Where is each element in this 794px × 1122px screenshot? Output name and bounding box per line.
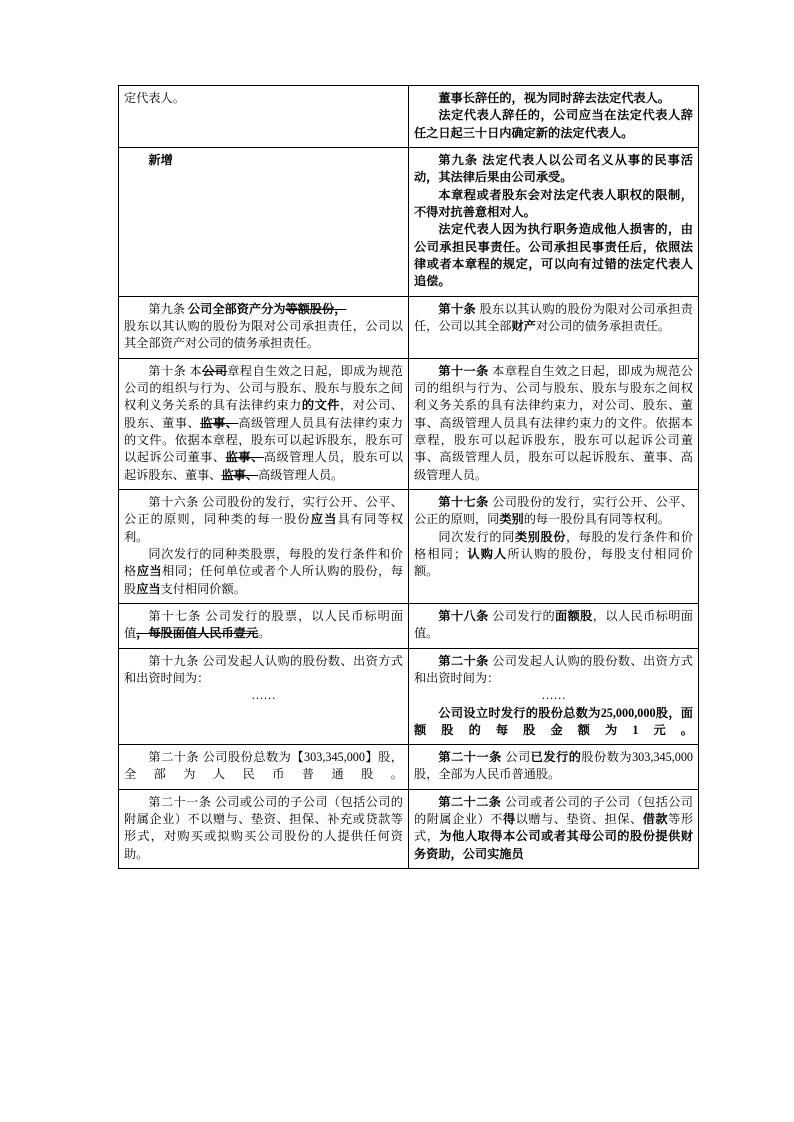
paragraph [414,653,693,688]
paragraph: …… [251,688,276,703]
revised-clause-cell [409,603,699,648]
paragraph: 董事长辞任的，视为同时辞去法定代表人。 [438,91,670,105]
text-run: 具有同等权利。 [124,512,404,544]
paragraph [124,546,403,598]
text-run: 公司全部资产分为 [188,301,286,316]
text-run: 。 [258,626,271,641]
text-run: 第十七条 [438,494,493,509]
paragraph: …… [541,688,566,703]
paragraph: 定代表人。 [124,91,185,105]
paragraph: 第二十条 公司股份总数为【303,345,000】股，全部为人民币普通股。 [124,750,403,782]
text-run: 本章程自生效之日起，即成为规范公司的组织与行为、公司与股东、股东与股东之间权利义务关系的具有法律约束力，对公司、股东、董事、高级管理人员具有法律约束力的文件。依据本章程，股东可以起诉股东，股东可以起诉公司董事、高级管理人员，股东可以起诉股东、董事、高级管理人员。 [414,363,693,482]
revised-clause-cell [409,86,699,148]
paragraph [124,608,403,643]
paragraph: 公司设立时发行的股份总数为25,000,000股，面额股的每股金额为1元。 [414,705,693,737]
revised-clause-cell [409,147,699,296]
paragraph [414,749,693,784]
text-run: 以赠与、垫资、担保、 [515,812,643,827]
text-run: 公司发起人认购的股份数、出资方式和出资时间为： [414,653,693,685]
text-run: 第十条 本 [148,363,203,378]
revised-clause-cell [409,745,699,790]
text-run: 支付相同价额。 [160,581,246,596]
original-clause-cell [119,489,409,603]
text-run: 章程自生效之日起，即成为规范公司的组织与行为、公司与股东、股东与股东之间权利义务关系的具有法律约束力 [124,363,403,413]
original-clause-cell [119,745,409,790]
text-run: 同次发行的同种类股票，每股的发行条件和价格 [124,546,403,579]
text-run: 所认购的股份，每股支付相同价额。 [414,546,694,579]
text-run: 的文件 [301,398,340,413]
text-run: 类别股份 [514,529,566,544]
table-row [119,603,699,648]
table-row [119,648,699,745]
original-clause-cell [119,648,409,745]
table-body [119,86,699,869]
paragraph [414,608,693,643]
text-run: 第十条 [438,301,480,316]
paragraph [414,494,693,529]
paragraph: 法定代表人辞任的，公司应当在法定代表人辞任之日起三十日内确定新的法定代表人。 [414,108,693,140]
text-run: 第二十二条 [438,794,505,809]
table-row [119,86,699,148]
text-run: 第十一条 [438,363,493,378]
table-row [119,489,699,603]
table-row [119,296,699,358]
table-row [119,789,699,868]
text-run: 应当 [136,581,161,596]
text-run: 监事、 [221,467,259,482]
text-run: 借款 [642,812,669,827]
text-run: 公司 [202,363,228,378]
text-run: 高级管理人员。 [258,467,344,482]
revised-clause-cell [409,358,699,489]
text-run: 面额股 [555,608,593,623]
paragraph [414,301,693,336]
text-run: 公司发行的 [492,608,556,623]
text-run: 公司发起人认购的股份数、出资方式和出资时间为： [124,653,403,685]
text-run: 财产 [511,318,536,333]
text-run: 对公司的债务承担责任。 [535,318,670,333]
text-run: 股份数为303,345,000股，全部为人民币普通股。 [414,750,694,782]
paragraph [124,794,403,863]
paragraph: 股东以其认购的股份为限对公司承担责任，公司以其全部资产对公司的债务承担责任。 [124,318,403,351]
text-run: 公司或者公司的子公司（包括公司的附属企业）不 [414,794,693,827]
paragraph [124,494,403,546]
text-run: 已发行的 [530,750,582,765]
original-clause-cell [119,789,409,868]
paragraph [124,301,403,318]
revised-clause-cell [409,789,699,868]
paragraph: 法定代表人因为执行职务造成他人损害的，由公司承担民事责任。公司承担民事责任后，依照法律或者本章程的规定，可以向有过错的法定代表人追偿。 [414,222,693,289]
paragraph [414,794,693,863]
revised-clause-cell [409,296,699,358]
text-run: 得 [502,812,516,827]
text-run: 为他人取得本公司或者其母公司的股份提供财务资助，公司实施员 [414,829,694,861]
revised-clause-cell [409,489,699,603]
table-row [119,358,699,489]
revised-clause-cell [409,648,699,745]
paragraph: 本章程或者股东会对法定代表人职权的限制，不得对抗善意相对人。 [414,187,693,219]
text-run: 认购人 [466,546,508,561]
paragraph [124,653,403,688]
text-run: ，以人民币标明面值。 [414,608,693,641]
text-run: 等额股份， [285,301,347,316]
text-run: 第十八条 [438,608,493,623]
text-run: 第十九条 [148,653,203,668]
amendment-comparison-table [118,85,699,869]
original-clause-cell [119,296,409,358]
text-run: 等形式， [414,812,694,844]
text-run: 高级管理人员具有法律约束力的文件。依据本章程，股东可以起诉股东，股东可以起诉公司董事、 [124,415,404,465]
table-row [119,147,699,296]
text-run: 监事、 [200,415,239,430]
text-run: 公司股份的发行，实行公开、公平、公正的原则，同 [414,494,693,527]
text-run: 高级管理人员，股东可以起诉股东、董事、 [124,450,404,482]
paragraph [414,363,693,484]
text-run: 同次发行的同 [438,529,515,544]
text-run: 股东以其认购的股份为限对公司承担责任，公司以其全部 [414,301,693,333]
original-clause-cell [119,603,409,648]
original-clause-cell [119,147,409,296]
original-clause-cell [119,358,409,489]
text-run: 应当 [310,512,338,527]
text-run: 公司发行的股票，以人民币标明面值 [124,608,404,641]
paragraph [124,363,403,484]
text-run: 公司或公司的子公司（包括公司的附属企业）不以赠与、垫资、担保、补充或贷款等形式，对购买或拟购买公司股份的人提供任何资助。 [124,794,403,861]
text-run: 的每一股份具有同等权利。 [523,512,670,527]
text-run: 相同；任何单位或者个人所认购的股份，每股 [124,564,404,596]
original-clause-cell [119,86,409,148]
text-run: 监事、 [225,450,264,465]
text-run: 第九条 [148,301,188,316]
text-run: 第二十条 [438,653,493,668]
text-run: ，对公司、股东、董事、 [124,398,404,430]
text-run: 第十六条 [148,494,203,509]
text-run: 应当 [136,564,163,579]
text-run: 第二十一条 [148,794,215,809]
paragraph: 第九条 法定代表人以公司名义从事的民事活动，其法律后果由公司承受。 [414,152,693,185]
text-run: 公司股份的发行，实行公开、公平、公正的原则，同种类的每一股份 [124,494,403,527]
paragraph [414,529,693,581]
paragraph: 新增 [148,152,173,167]
text-run: ，每股面值人民币壹元 [136,626,259,641]
text-run: 第十七条 [148,608,206,623]
text-run: 类别 [499,512,524,527]
text-run: ，每股的发行条件和价格相同； [414,529,694,561]
text-run: 第二十一条 [438,750,506,765]
table-row [119,745,699,790]
text-run: 公司 [505,750,531,765]
